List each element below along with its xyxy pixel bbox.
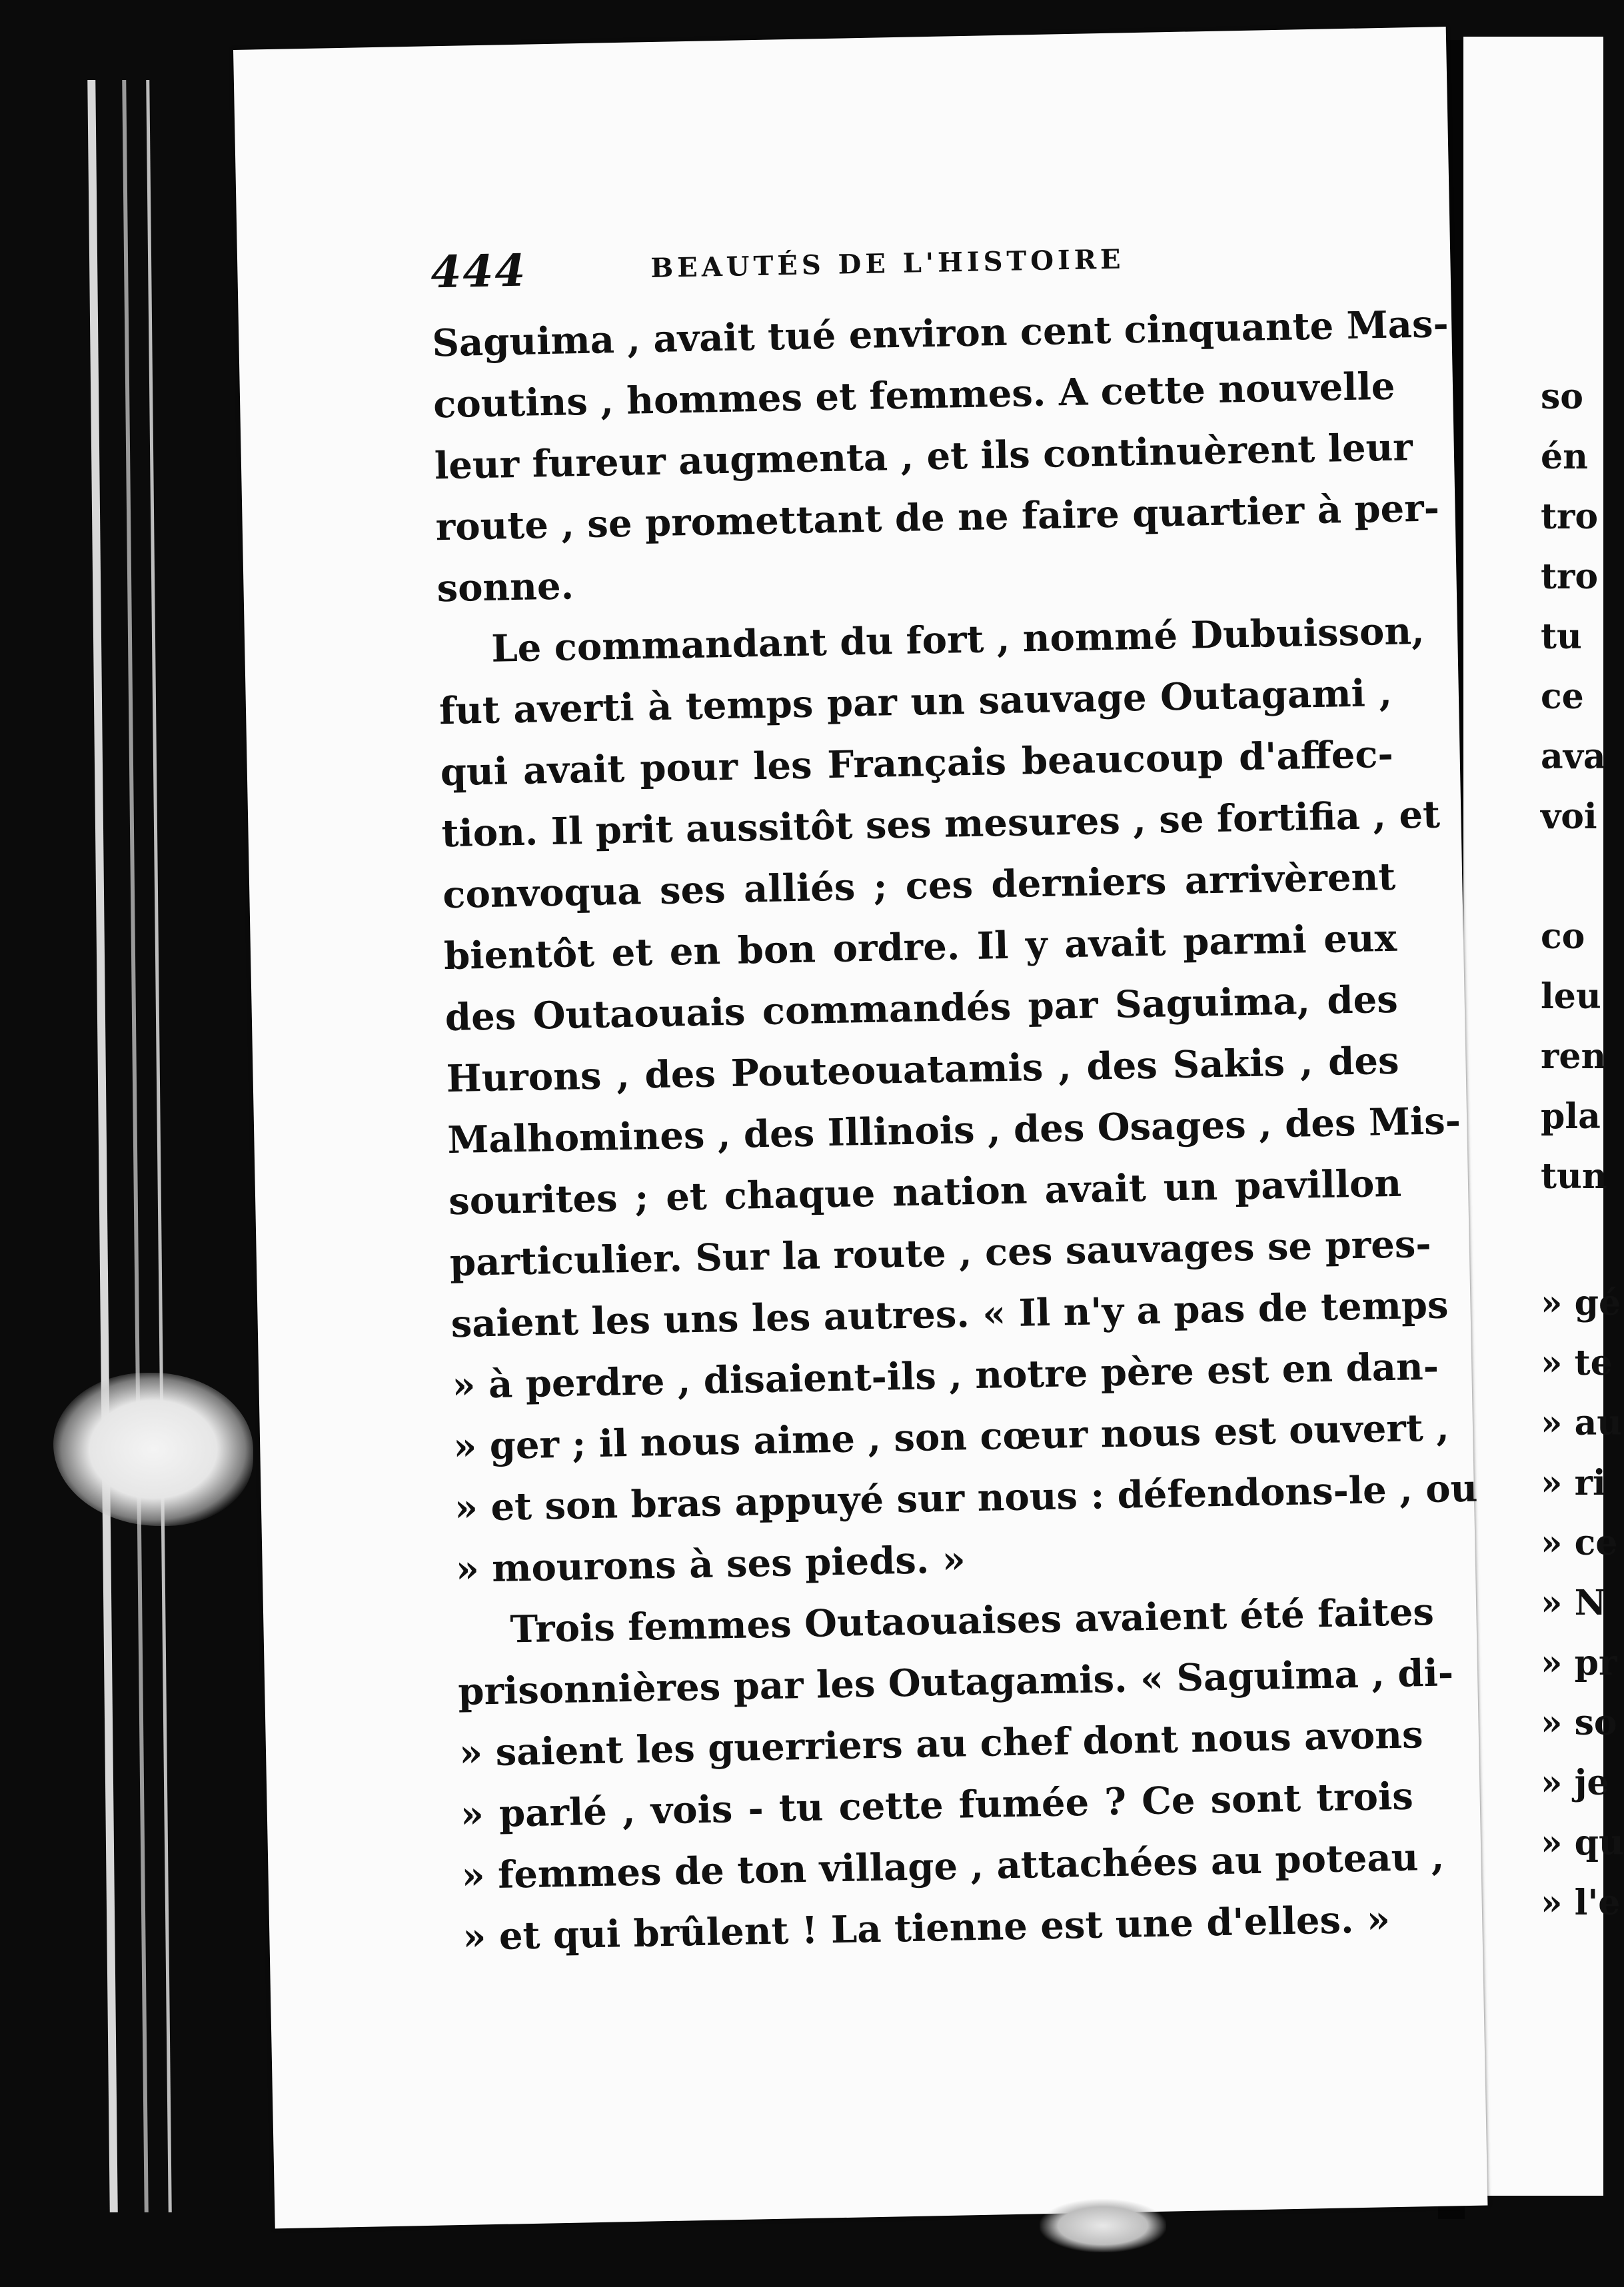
- facing-page-fragment: tun: [1541, 1156, 1607, 1197]
- text-line: Hurons , des Pouteouatamis , des Sakis , des: [446, 1038, 1400, 1102]
- text-line: Trois femmes Outaouaises avaient été faites: [509, 1589, 1435, 1652]
- text-line: sourites ; et chaque nation avait un pavillon: [448, 1161, 1402, 1224]
- facing-page-fragment: » l'e: [1541, 1883, 1621, 1923]
- facing-page-fragment: pla: [1541, 1096, 1601, 1137]
- text-line: » à perdre , disaient-ils , notre père est en dan-: [451, 1344, 1439, 1408]
- facing-page-fragment: ren: [1541, 1036, 1607, 1077]
- facing-page-fragment: » ce: [1541, 1523, 1618, 1563]
- text-line: des Outaouais commandés par Saguima, des: [444, 977, 1399, 1040]
- text-line: Malhomines , des Illinois , des Osages , des Mis-: [446, 1098, 1461, 1163]
- facing-page-fragment: » so: [1541, 1703, 1617, 1743]
- facing-page-fragment: tro: [1541, 556, 1599, 597]
- text-line: tion. Il prit aussitôt ses mesures , se fortifia , et: [441, 792, 1441, 856]
- text-line: leur fureur augmenta , et ils continuèrent leur: [434, 425, 1413, 488]
- text-line: » saient les guerriers au chef dont nous avons: [458, 1713, 1423, 1775]
- text-line: » ger ; il nous aime , son cœur nous est ouvert ,: [452, 1405, 1450, 1469]
- facing-page-fragment: so: [1541, 377, 1583, 417]
- page-number: 444: [430, 244, 527, 299]
- paper-stain: [53, 1373, 253, 1526]
- running-title: BEAUTÉS DE L'HISTOIRE: [650, 243, 1125, 285]
- text-line: coutins , hommes et femmes. A cette nouvelle: [432, 364, 1395, 427]
- facing-page-fragment: » qu: [1541, 1823, 1624, 1863]
- text-line: » femmes de ton village , attachées au poteau ,: [461, 1835, 1445, 1898]
- facing-page-fragment: tro: [1541, 496, 1599, 537]
- facing-page-fragment: leu: [1541, 976, 1601, 1017]
- facing-page-fragment: » je: [1541, 1763, 1609, 1803]
- facing-page-fragment: co: [1541, 916, 1585, 957]
- facing-page-fragment: én: [1541, 436, 1588, 477]
- body-text: [431, 295, 1478, 1968]
- scan-artifact: [1040, 2199, 1166, 2252]
- facing-page-fragment: » ri: [1541, 1463, 1606, 1503]
- text-line: saient les uns les autres. « Il n'y a pas de temps: [450, 1283, 1449, 1347]
- page-header: [430, 229, 1364, 300]
- binding-edge: [146, 80, 172, 2212]
- text-line: fut averti à temps par un sauvage Outagami ,: [438, 670, 1393, 734]
- facing-page-fragment: voi: [1541, 796, 1597, 837]
- facing-page-fragment: tu: [1541, 616, 1582, 657]
- binding-edge: [122, 80, 149, 2212]
- facing-page-fragment: » N: [1541, 1583, 1607, 1623]
- facing-page-fragment: ava: [1541, 736, 1606, 777]
- text-line: Le commandant du fort , nommé Dubuisson,: [490, 608, 1425, 671]
- text-line: » mourons à ses pieds. »: [455, 1537, 966, 1592]
- text-line: » et qui brûlent ! La tienne est une d'elles. »: [462, 1897, 1391, 1959]
- facing-page: [1463, 37, 1624, 2196]
- book-page: [233, 27, 1487, 2228]
- text-line: bientôt et en bon ordre. Il y avait parmi eux: [443, 916, 1397, 979]
- facing-page-fragment: » pr: [1541, 1643, 1617, 1683]
- facing-page-fragment: » au: [1541, 1403, 1623, 1443]
- text-line: route , se promettant de ne faire quartier à per-: [435, 486, 1440, 550]
- text-line: sonne.: [436, 564, 574, 611]
- text-line: » et son bras appuyé sur nous : défendons-le , ou: [454, 1466, 1478, 1531]
- text-line: particulier. Sur la route , ces sauvages se pres-: [449, 1221, 1432, 1285]
- facing-page-fragment: ce: [1541, 676, 1584, 717]
- text-line: prisonnières par les Outagamis. « Saguima , di-: [457, 1651, 1454, 1714]
- text-line: qui avait pour les Français beaucoup d'affec-: [440, 732, 1394, 795]
- binding-edge: [87, 80, 118, 2212]
- facing-page-fragment: » gé: [1541, 1283, 1621, 1323]
- facing-page-fragment: » te: [1541, 1343, 1613, 1383]
- text-line: convoqua ses alliés ; ces derniers arrivèrent: [442, 854, 1396, 918]
- text-line: » parlé , vois - tu cette fumée ? Ce sont trois: [460, 1774, 1414, 1837]
- text-line: Saguima , avait tué environ cent cinquante Mas-: [431, 302, 1449, 366]
